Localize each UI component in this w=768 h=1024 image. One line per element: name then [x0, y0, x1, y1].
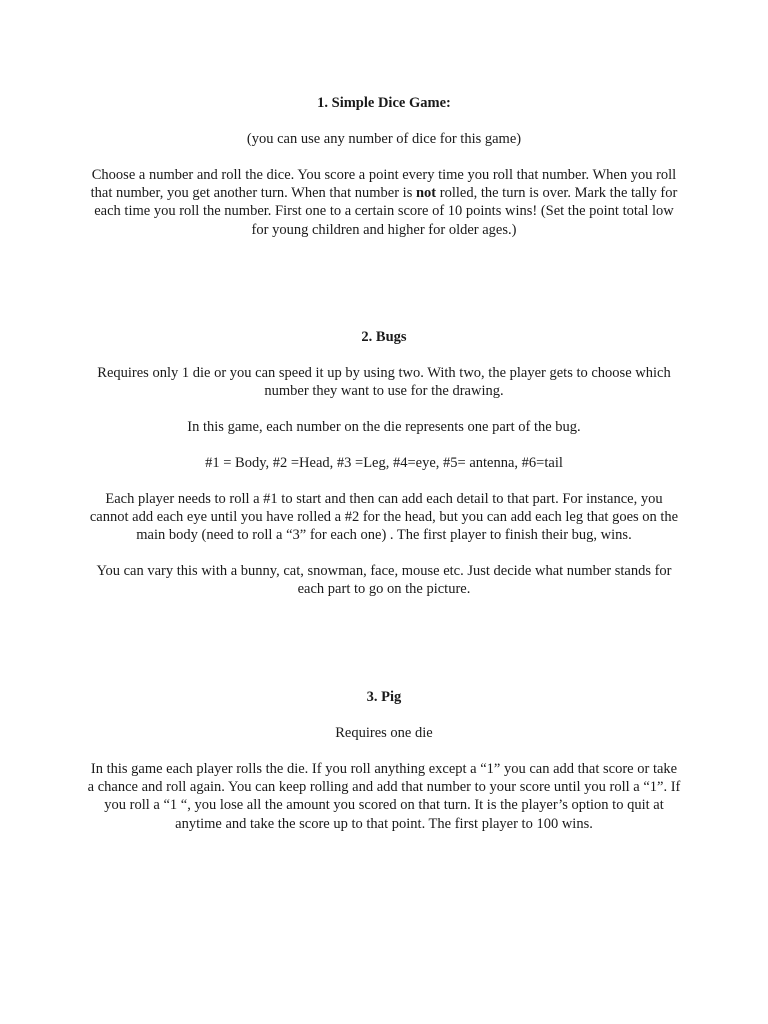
game-2-number-key: #1 = Body, #2 =Head, #3 =Leg, #4=eye, #5= antenna, #6=tail [205, 455, 563, 471]
game-1-rules-emphasis: not [415, 185, 437, 202]
game-2-title: 2. Bugs [361, 329, 407, 345]
game-3-rules: In this game each player rolls the die. If you roll anything except a “1” you can add that score or take a chance and roll again. You can keep rolling and add that number to your score until you roll a “1”. If you roll a “1 “, you lose all the amount you scored on that turn. It is the player’s option to quit at anytime and take the score up to that point. The first player to 100 wins. [87, 761, 681, 832]
game-1-subtitle: (you can use any number of dice for this game) [246, 131, 522, 147]
game-1-title: 1. Simple Dice Game: [317, 95, 451, 111]
game-3-subtitle: Requires one die [335, 725, 433, 741]
game-2-requirements: Requires only 1 die or you can speed it up by using two. With two, the player gets to choose which number they want to use for the drawing. [97, 365, 671, 400]
game-2-rules: Each player needs to roll a #1 to start and then can add each detail to that part. For instance, you cannot add each eye until you have rolled a #2 for the head, but you can add each leg that goes on the main body (need to roll a “3” for each one) . The first player to finish their bug, wins. [89, 491, 679, 544]
game-1-rules-part-2: rolled, the turn is over. Mark the tally for each time you roll the number. First one to a certain score of 10 points wins! (Set the point total low for young children and higher for older ages.) [94, 185, 678, 238]
game-1-rules [86, 166, 682, 239]
game-3-title: 3. Pig [366, 689, 402, 705]
game-1-rules-part-1: Choose a number and roll the dice. You score a point every time you roll that number. When you roll that number, you get another turn. When that number is [90, 167, 677, 202]
game-2-variation: You can vary this with a bunny, cat, snowman, face, mouse etc. Just decide what number stands for each part to go on the picture. [96, 563, 672, 598]
game-2-intro: In this game, each number on the die represents one part of the bug. [187, 419, 581, 435]
